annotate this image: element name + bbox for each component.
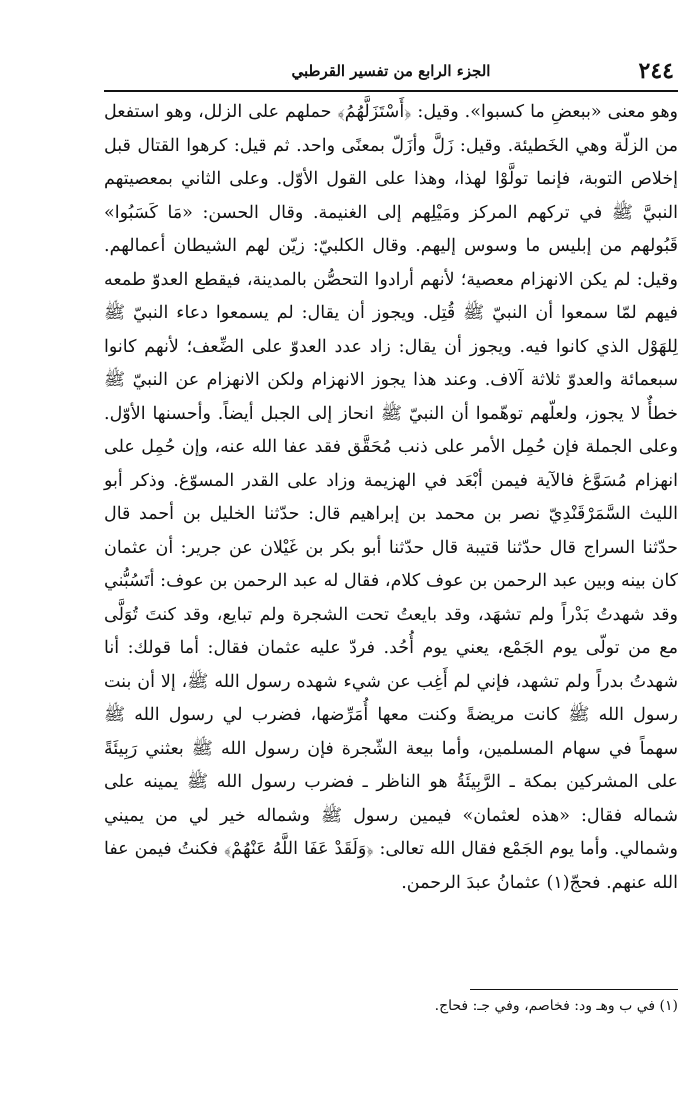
- header-rule: [104, 90, 678, 92]
- main-paragraph: وهو معنى «ببعضِ ما كسبوا». وقيل: ﴿أَسْتَزَلَّهُمُ﴾ حملهم على الزلل، وهو استفعل من الزلّة وهي الخَطيئة. وقيل: زَلَّ وأزَلّ بمعنًى واحد. ثم قيل: كرهوا القتال قبل إخلاص التوبة، فإنما تولَّوْا لهذا، وهذا على القول الأوّل. وعلى الثاني بمعصيتهم النبيَّ ﷺ في تركهم المركز ومَيْلِهم إلى الغنيمة. وقال الحسن: «مَا كَسَبُوا» قَبُولهم من إبليس ما وسوس إليهم. وقال الكلبيّ: زيّن لهم الشيطان أعمالهم. وقيل: لم يكن الانهزام معصية؛ لأنهم أرادوا التحصُّن بالمدينة، فيقطع العدوّ طمعه فيهم لمّا سمعوا أن النبيّ ﷺ قُتِل. ويجوز أن يقال: لم يسمعوا دعاء النبيّ ﷺ لِلهَوْل الذي كانوا فيه. ويجوز أن يقال: زاد عدد العدوّ على الضِّعف؛ لأنهم كانوا سبعمائة والعدوّ ثلاثة آلاف. وعند هذا يجوز الانهزام ولكن الانهزام عن النبيّ ﷺ خطأٌ لا يجوز، ولعلّهم توهّموا أن النبيّ ﷺ انحاز إلى الجبل أيضاً. وأحسنها الأوّل. وعلى الجملة فإن حُمِل الأمر على ذنب مُحَقَّق فقد عفا الله عنه، وإن حُمِل على انهزام مُسَوَّغ فالآية فيمن أبْعَد في الهزيمة وزاد على القدر المسوّغ. وذكر أبو الليث السَّمَرْقَنْدِيّ نصر بن محمد بن إبراهيم قال: حدّثنا الخليل بن أحمد قال حدّثنا السراج قال حدّثنا قتيبة قال حدّثنا أبو بكر بن غَيْلان عن جرير: أن عثمان كان بينه وبين عبد الرحمن بن عوف كلام، فقال له عبد الرحمن بن عوف: أتَسُبُّني وقد شهدتُ بَدْراً ولم تشهَد، وقد بايعتُ تحت الشجرة ولم تبايع، وقد كنتَ تُوَلَّى مع من تولّى يوم الجَمْع، يعني يوم أُحُد. فردّ عليه عثمان فقال: أما قولك: أنا شهدتُ بدراً ولم تشهد، فإني لم أَغِب عن شيء شهده رسول الله ﷺ، إلا أن بنت رسول الله ﷺ كانت مريضةً وكنت معها أُمَرِّضها، فضرب لي رسول الله ﷺ سهماً في سهام المسلمين، وأما بيعة الشّجرة فإن رسول الله ﷺ بعثني رَبِيئَةً على المشركين بمكة ـ الرَّبِيئَةُ هو الناظر ـ فضرب رسول الله ﷺ يمينه على شماله فقال: «هذه لعثمان» فيمين رسول ﷺ وشماله خير لي من يميني وشمالي. وأما يوم الجَمْع فقال الله تعالى: ﴿وَلَقَدْ عَفَا اللَّهُ عَنْهُمْ﴾ فكنتُ فيمن عفا الله عنهم. فحجّ(١) عثمانُ عبدَ الرحمن.: [104, 102, 678, 893]
- page-number: ٢٤٤: [638, 58, 674, 84]
- footnote-rule: [470, 989, 678, 990]
- running-title: الجزء الرابع من تفسير القرطبي: [291, 62, 491, 80]
- main-text-block: [104, 96, 678, 900]
- footnote: (١) في ب وهـ ود: فخاصم، وفي جـ: فحاج.: [434, 998, 678, 1014]
- running-head: [104, 56, 678, 86]
